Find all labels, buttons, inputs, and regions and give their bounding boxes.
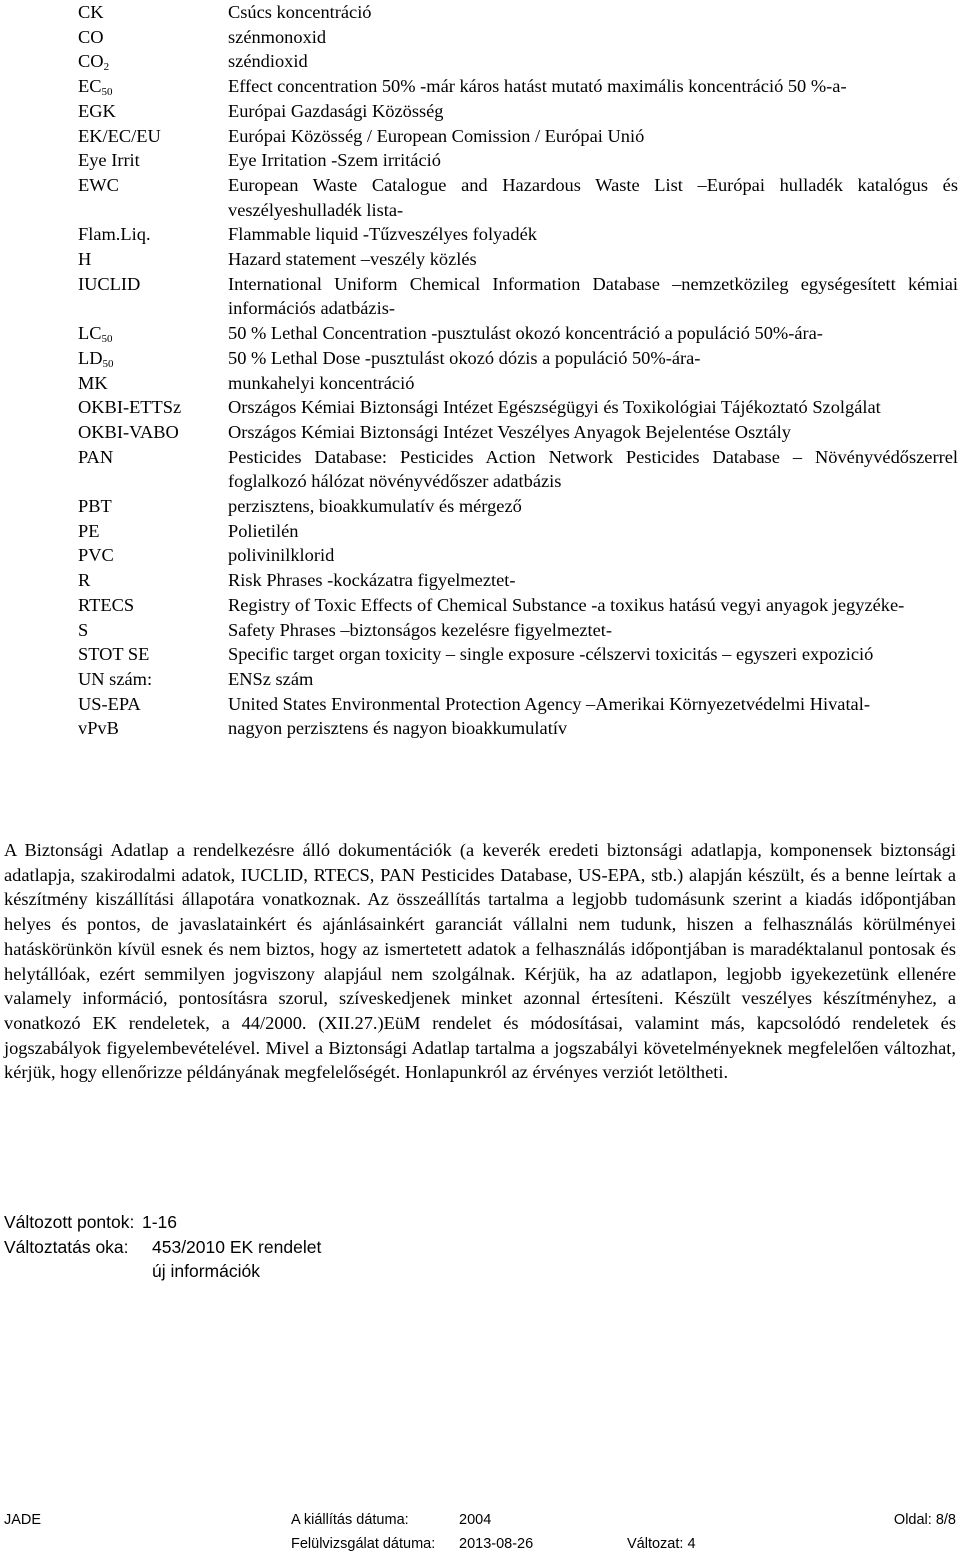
abbreviation-row xyxy=(78,543,958,568)
abbreviation-key xyxy=(78,49,228,74)
abbreviation-definition: United States Environmental Protection Agency –Amerikai Környezetvédelmi Hivatal- xyxy=(228,693,870,714)
footer-issue-value: 2004 xyxy=(459,1512,492,1528)
abbreviation-key-text: LD xyxy=(78,347,103,368)
footer-issue-label: A kiállítás dátuma: xyxy=(291,1512,409,1528)
abbreviation-row xyxy=(78,618,958,643)
abbreviation-definition: szénmonoxid xyxy=(228,26,327,47)
abbreviation-definition: Pesticides Database: Pesticides Action Network Pesticides Database – Növényvédőszerrel foglalkozó hálózat növényvédőszer adatbázis xyxy=(228,446,958,492)
abbreviation-key xyxy=(78,395,228,420)
abbreviation-key-text: vPvB xyxy=(78,718,119,739)
abbreviation-key-text: EC xyxy=(78,76,102,97)
abbreviation-key xyxy=(78,148,228,173)
abbreviation-row xyxy=(78,222,958,247)
abbreviation-key xyxy=(78,99,228,124)
abbreviation-definition: International Uniform Chemical Information Database –nemzetközileg egységesített kémiai információs adatbázis- xyxy=(228,273,958,319)
abbreviation-key xyxy=(78,346,228,371)
abbreviation-definition: Hazard statement –veszély közlés xyxy=(228,249,477,270)
abbreviation-key-text: IUCLID xyxy=(78,273,141,294)
abbreviation-key xyxy=(78,420,228,445)
abbreviation-key-text: S xyxy=(78,619,89,640)
abbreviation-key-text: Flam.Liq. xyxy=(78,224,151,245)
abbreviation-key xyxy=(78,445,228,470)
abbreviation-key-subscript: 50 xyxy=(102,357,114,370)
abbreviation-row xyxy=(78,321,958,346)
abbreviation-definition: Registry of Toxic Effects of Chemical Substance -a toxikus hatású vegyi anyagok jegyzéke- xyxy=(228,594,905,615)
abbreviation-row xyxy=(78,568,958,593)
abbreviation-key-text: RTECS xyxy=(78,594,135,615)
abbreviation-definition: Flammable liquid -Tűzveszélyes folyadék xyxy=(228,224,537,245)
abbreviation-definition: Európai Közösség / European Comission / Európai Unió xyxy=(228,125,645,146)
abbreviation-key xyxy=(78,247,228,272)
abbreviation-key-text: CO xyxy=(78,51,104,72)
abbreviation-key xyxy=(78,593,228,618)
abbreviation-key xyxy=(78,543,228,568)
abbreviation-key xyxy=(78,618,228,643)
abbreviation-key xyxy=(78,74,228,99)
abbreviation-row xyxy=(78,99,958,124)
abbreviation-definition: 50 % Lethal Dose -pusztulást okozó dózis a populáció 50%-ára- xyxy=(228,347,701,368)
abbreviation-key-text: EK/EC/EU xyxy=(78,125,161,146)
abbreviation-row xyxy=(78,49,958,74)
footer-version: Változat: 4 xyxy=(627,1536,696,1552)
abbreviation-definition: European Waste Catalogue and Hazardous Waste List –Európai hulladék katalógus és veszélyeshulladék lista- xyxy=(228,174,958,220)
abbreviation-row xyxy=(78,445,958,494)
abbreviation-key xyxy=(78,667,228,692)
footer-review-label: Felülvizsgálat dátuma: xyxy=(291,1536,436,1552)
abbreviation-row xyxy=(78,593,958,618)
abbreviation-row xyxy=(78,395,958,420)
abbreviation-definition: Polietilén xyxy=(228,520,299,541)
abbreviation-key xyxy=(78,568,228,593)
abbreviation-key xyxy=(78,494,228,519)
abbreviation-key-text: LC xyxy=(78,323,102,344)
change-reason-value: 453/2010 EK rendelet xyxy=(152,1236,322,1257)
abbreviation-row xyxy=(78,692,958,717)
abbreviation-definition: Csúcs koncentráció xyxy=(228,2,372,22)
abbreviation-row xyxy=(78,420,958,445)
abbreviation-definition: Európai Gazdasági Közösség xyxy=(228,100,444,121)
abbreviation-key-text: CO xyxy=(78,26,104,47)
footer-page-number: Oldal: 8/8 xyxy=(893,1512,956,1528)
abbreviation-definition: nagyon perzisztens és nagyon bioakkumulatív xyxy=(228,718,568,739)
abbreviation-list xyxy=(78,0,958,741)
abbreviation-key-text: STOT SE xyxy=(78,644,150,665)
abbreviation-definition: Specific target organ toxicity – single exposure -célszervi toxicitás – egyszeri expozició xyxy=(228,644,874,665)
abbreviation-definition: ENSz szám xyxy=(228,668,314,689)
abbreviation-key-text: EGK xyxy=(78,100,116,121)
abbreviation-key xyxy=(78,124,228,149)
changed-points-row xyxy=(4,1210,321,1235)
abbreviation-row xyxy=(78,25,958,50)
abbreviation-row xyxy=(78,346,958,371)
abbreviation-key-text: OKBI-ETTSz xyxy=(78,397,182,418)
abbreviation-row xyxy=(78,494,958,519)
abbreviation-key-subscript: 50 xyxy=(101,333,113,346)
abbreviation-key xyxy=(78,716,228,741)
abbreviation-key-text: MK xyxy=(78,372,108,393)
changed-points-label: Változott pontok: xyxy=(4,1212,135,1232)
change-reason-row-2 xyxy=(4,1259,321,1284)
abbreviation-key-text: UN szám: xyxy=(78,668,153,689)
abbreviation-key-subscript: 2 xyxy=(103,61,110,74)
abbreviation-key xyxy=(78,642,228,667)
abbreviation-key-text: Eye Irrit xyxy=(78,150,140,171)
change-reason-label: Változtatás oka: xyxy=(4,1236,129,1257)
abbreviation-key-text: PVC xyxy=(78,545,114,566)
abbreviation-key xyxy=(78,371,228,396)
change-reason-value-2: új információk xyxy=(152,1261,260,1282)
changed-points-value: 1-16 xyxy=(142,1212,178,1232)
abbreviation-row xyxy=(78,74,958,99)
footer-company: JADE xyxy=(4,1512,42,1528)
abbreviation-definition: polivinilklorid xyxy=(228,545,335,566)
abbreviation-definition: 50 % Lethal Concentration -pusztulást okozó koncentráció a populáció 50%-ára- xyxy=(228,323,823,344)
abbreviation-key xyxy=(78,321,228,346)
abbreviation-key-text: PBT xyxy=(78,496,112,517)
abbreviation-definition: Effect concentration 50% -már káros hatást mutató maximális koncentráció 50 %-a- xyxy=(228,76,847,97)
abbreviation-key-text: OKBI-VABO xyxy=(78,421,179,442)
abbreviation-definition: széndioxid xyxy=(228,51,308,72)
abbreviation-row xyxy=(78,642,958,667)
abbreviation-row xyxy=(78,371,958,396)
footer-review-value: 2013-08-26 xyxy=(459,1536,534,1552)
abbreviation-definition: Országos Kémiai Biztonsági Intézet Egészségügyi és Toxikológiai Tájékoztató Szolgálat xyxy=(228,397,881,418)
abbreviation-key xyxy=(78,0,228,25)
abbreviation-row xyxy=(78,0,958,25)
abbreviation-key-text: H xyxy=(78,249,92,270)
change-reason-row xyxy=(4,1235,321,1260)
abbreviation-row xyxy=(78,667,958,692)
abbreviation-key xyxy=(78,272,228,297)
abbreviation-key-subscript: 50 xyxy=(101,86,113,99)
abbreviation-key xyxy=(78,25,228,50)
abbreviation-row xyxy=(78,173,958,222)
abbreviation-row xyxy=(78,272,958,321)
abbreviation-key-text: PE xyxy=(78,520,100,541)
change-log xyxy=(4,1210,321,1284)
abbreviation-key xyxy=(78,692,228,717)
abbreviation-key xyxy=(78,222,228,247)
abbreviation-row xyxy=(78,519,958,544)
abbreviation-row xyxy=(78,716,958,741)
abbreviation-row xyxy=(78,247,958,272)
abbreviation-definition: Risk Phrases -kockázatra figyelmeztet- xyxy=(228,570,516,591)
abbreviation-key xyxy=(78,519,228,544)
abbreviation-key-text: PAN xyxy=(78,446,114,467)
abbreviation-definition: Eye Irritation -Szem irritáció xyxy=(228,150,441,171)
abbreviation-key-text: CK xyxy=(78,2,104,22)
abbreviation-key-text: R xyxy=(78,570,91,591)
abbreviation-definition: perzisztens, bioakkumulatív és mérgező xyxy=(228,496,522,517)
abbreviation-definition: Országos Kémiai Biztonsági Intézet Veszélyes Anyagok Bejelentése Osztály xyxy=(228,421,791,442)
abbreviation-key xyxy=(78,173,228,198)
abbreviation-key-text: US-EPA xyxy=(78,693,141,714)
abbreviation-definition: munkahelyi koncentráció xyxy=(228,372,415,393)
abbreviation-key-text: EWC xyxy=(78,174,119,195)
abbreviation-row xyxy=(78,124,958,149)
abbreviation-row xyxy=(78,148,958,173)
abbreviation-definition: Safety Phrases –biztonságos kezelésre figyelmeztet- xyxy=(228,619,613,640)
disclaimer-paragraph: A Biztonsági Adatlap a rendelkezésre álló dokumentációk (a keverék eredeti biztonsági adatlapja, komponensek biztonsági adatlapja, szakirodalmi adatok, IUCLID, RTECS, PAN Pesticides Database, US-EPA, stb.) alapján készült, és a benne leírtak a készítmény kiszállítási állapotára vonatkoznak. Az összeállítás tartalma a legjobb tudomásunk szerint a kiadás időpontjában helyes és pontos, de javaslatainkért és ajánlásainkért garanciát vállalni nem tudunk, hiszen a felhasználás körülményei hatáskörünkön kívül esnek és nem biztos, hogy az ismertetett adatok a felhasználás időpontjában is maradéktalanul pontosak és helytállóak, ezért semmilyen jogviszony alapjául nem szolgálnak. Kérjük, ha az adatlapon, legjobb igyekezetünk ellenére valamely információ, pontosításra szorul, szíveskedjenek minket azonnal értesíteni. Készült veszélyes készítményhez, a vonatkozó EK rendeletek, a 44/2000. (XII.27.)EüM rendelet és módosításai, valamint más, kapcsolódó rendeletek és jogszabályok figyelembevételével. Mivel a Biztonsági Adatlap tartalma a jogszabályi követelményeknek megfelelően változhat, kérjük, hogy ellenőrizze példányának megfelelőségét. Honlapunkról az érvényes verziót letöltheti. xyxy=(4,840,956,1083)
